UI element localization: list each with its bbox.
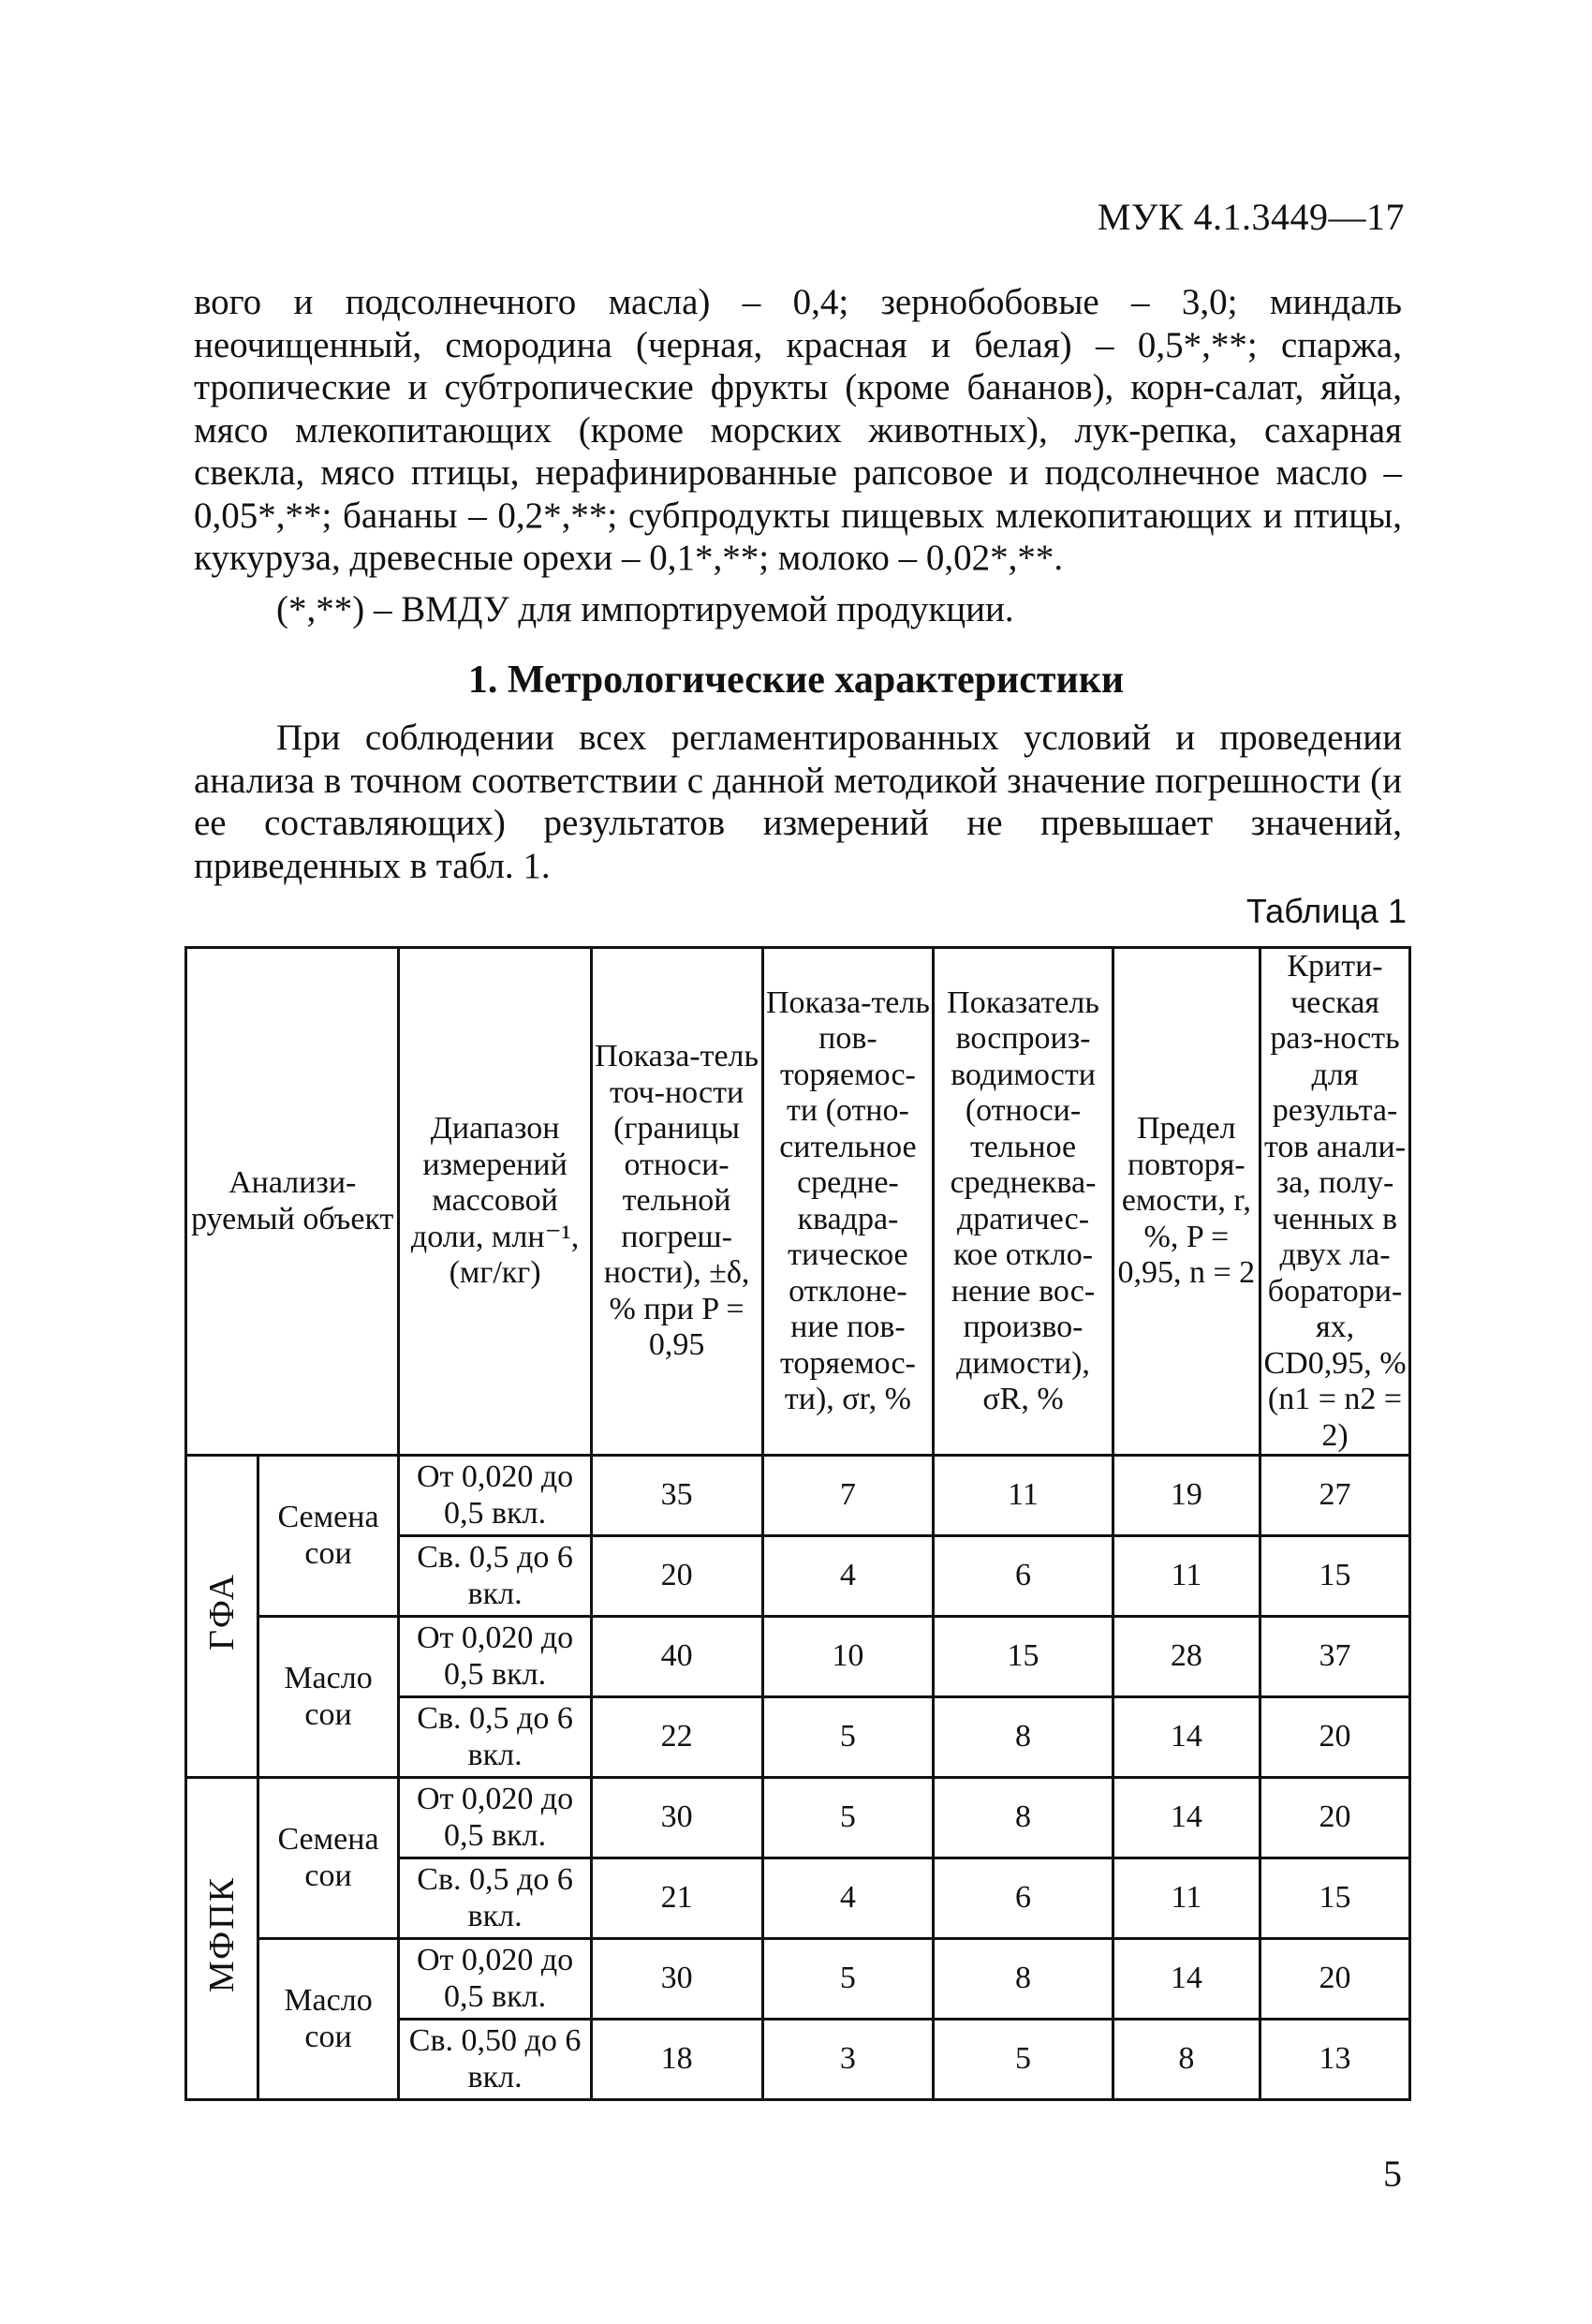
method-label: ГФА [201,1573,242,1651]
repeatability-cell: 3 [762,2020,934,2100]
object-cell: Семена сои [258,1456,399,1617]
limit-cell: 28 [1113,1617,1260,1697]
accuracy-cell: 18 [591,2020,762,2100]
accuracy-cell: 21 [591,1858,762,1939]
critical-cell: 20 [1260,1939,1410,2020]
header-accuracy: Показа-тель точ-ности (границы относи-тельной погреш-ности), ±δ, % при P = 0,95 [591,948,762,1456]
repeatability-cell: 5 [762,1778,934,1858]
document-code-header: МУК 4.1.3449—17 [1097,196,1405,238]
metrology-table [184,946,1411,2101]
header-range: Диапазон измерений массовой доли, млн⁻¹, (мг/кг) [399,948,591,1456]
accuracy-cell: 40 [591,1617,762,1697]
header-object: Анализи-руемый объект [186,948,399,1456]
reproducibility-cell: 5 [934,2020,1113,2100]
range-cell: От 0,020 до 0,5 вкл. [399,1778,591,1858]
accuracy-cell: 30 [591,1778,762,1858]
critical-cell: 37 [1260,1617,1410,1697]
limit-cell: 14 [1113,1939,1260,2020]
header-repeatability-limit: Предел повторя-емости, r, %, P = 0,95, n = 2 [1113,948,1260,1456]
section-title: 1. Метрологические характеристики [467,659,1125,702]
method-cell-mfpk [186,1778,258,2100]
accuracy-cell: 30 [591,1939,762,2020]
table-row [186,1617,1410,1697]
critical-cell: 20 [1260,1697,1410,1778]
table-row [186,1939,1410,2020]
range-cell: От 0,020 до 0,5 вкл. [399,1456,591,1536]
critical-cell: 15 [1260,1858,1410,1939]
method-cell-gfa [186,1456,258,1778]
range-cell: От 0,020 до 0,5 вкл. [399,1617,591,1697]
range-cell: Св. 0,5 до 6 вкл. [399,1536,591,1617]
header-reproducibility: Показатель воспроиз-водимости (относи-тельное среднеква-дратичес-кое откло-нение вос-произво-димости), σR, % [934,948,1113,1456]
reproducibility-cell: 6 [934,1536,1113,1617]
repeatability-cell: 5 [762,1939,934,2020]
limit-cell: 14 [1113,1697,1260,1778]
page-number: 5 [1383,2153,1402,2195]
limit-cell: 11 [1113,1536,1260,1617]
critical-cell: 13 [1260,2020,1410,2100]
table-caption: Таблица 1 [1246,892,1407,930]
reproducibility-cell: 15 [934,1617,1113,1697]
critical-cell: 20 [1260,1778,1410,1858]
repeatability-cell: 4 [762,1858,934,1939]
header-critical-difference: Крити-ческая раз-ность для результа-тов анали-за, полу-ченных в двух ла-боратори-ях, CD0,95, % (n1 = n2 = 2) [1260,948,1410,1456]
critical-cell: 15 [1260,1536,1410,1617]
reproducibility-cell: 11 [934,1456,1113,1536]
table-header-row [186,948,1410,1456]
accuracy-cell: 35 [591,1456,762,1536]
range-cell: Св. 0,5 до 6 вкл. [399,1858,591,1939]
paragraph-footnote-note: (*,**) – ВМДУ для импортируемой продукции. [276,589,1014,629]
critical-cell: 27 [1260,1456,1410,1536]
repeatability-cell: 5 [762,1697,934,1778]
limit-cell: 19 [1113,1456,1260,1536]
repeatability-cell: 7 [762,1456,934,1536]
repeatability-cell: 10 [762,1617,934,1697]
limit-cell: 11 [1113,1858,1260,1939]
paragraph-continuation: вого и подсолнечного масла) – 0,4; зернобобовые – 3,0; миндаль неочищенный, смородина (черная, красная и белая) – 0,5*,**; спаржа, тропические и субтропические фрукты (кроме бананов), корн-салат, яйца, мясо млекопитающих (кроме морских животных), лук-репка, сахарная свекла, мясо птицы, нерафинированные рапсовое и подсолнечное масло – 0,05*,**; бананы – 0,2*,**; субпродукты пищевых млекопитающих и птицы, кукуруза, древесные орехи – 0,1*,**; молоко – 0,02*,**. [194,282,1402,578]
object-cell: Семена сои [258,1778,399,1939]
range-cell: От 0,020 до 0,5 вкл. [399,1939,591,2020]
range-cell: Св. 0,5 до 6 вкл. [399,1697,591,1778]
reproducibility-cell: 8 [934,1697,1113,1778]
object-cell: Масло сои [258,1939,399,2100]
range-cell: Св. 0,50 до 6 вкл. [399,2020,591,2100]
limit-cell: 14 [1113,1778,1260,1858]
reproducibility-cell: 8 [934,1778,1113,1858]
accuracy-cell: 22 [591,1697,762,1778]
object-cell: Масло сои [258,1617,399,1778]
reproducibility-cell: 6 [934,1858,1113,1939]
repeatability-cell: 4 [762,1536,934,1617]
paragraph-metrology-intro: При соблюдении всех регламентированных условий и проведении анализа в точном соответствии с данной методикой значение погрешности (и ее составляющих) результатов измерений не превышает значений, приведенных в табл. 1. [194,718,1402,886]
table-row [186,1778,1410,1858]
limit-cell: 8 [1113,2020,1260,2100]
reproducibility-cell: 8 [934,1939,1113,2020]
table-row [186,1456,1410,1536]
header-repeatability: Показа-тель пов-торяемос-ти (отно-сительное средне-квадра-тическое отклоне-ние пов-торяемос-ти), σr, % [762,948,934,1456]
accuracy-cell: 20 [591,1536,762,1617]
method-label: МФПК [201,1875,242,1992]
